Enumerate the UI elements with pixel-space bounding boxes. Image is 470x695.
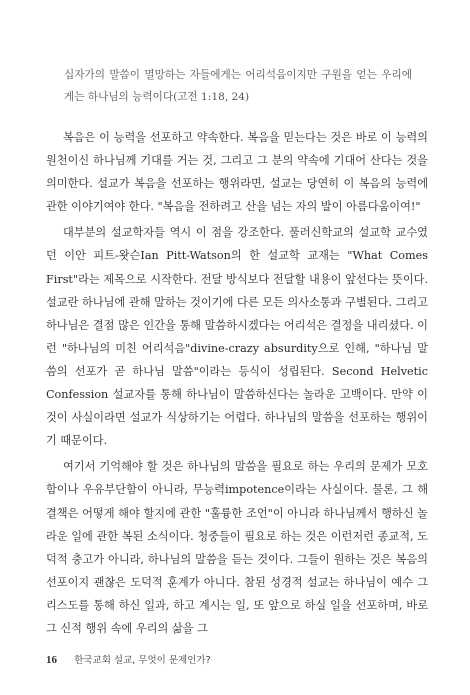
page-number: 16: [46, 654, 57, 666]
paragraph-3: 여기서 기억해야 할 것은 하나님의 말씀을 필요로 하는 우리의 문제가 모호함이나 우유부단함이 아니라, 무능력impotence이라는 사실이다. 물론, 그 해결책은 어떻게 해야 할지에 관한 "훌륭한 조언"이 아니라 하나님께서 행하신 놀라운 일에 관한 복된 소식이다. 청중들이 필요로 하는 것은 이런저런 종교적, 도덕적 충고가 아니라, 하나님의 말씀을 듣는 것이다. 그들이 원하는 것은 복음의 선포이지 괜찮은 도덕적 훈계가 아니다. 참된 성경적 설교는 하나님이 예수 그리스도를 통해 하신 일과, 하고 계시는 일, 또 앞으로 하실 일을 선포하며, 바로 그 신적 행위 속에 우리의 삶을 그: [46, 460, 428, 635]
paragraph-1: 복음은 이 능력을 선포하고 약속한다. 복음을 믿는다는 것은 바로 이 능력의 원천이신 하나님께 기대를 거는 것, 그리고 그 분의 약속에 기대어 산다는 것을 의미한다. 설교가 복음을 선포하는 행위라면, 설교는 당연히 이 복음의 능력에 관한 이야기여야 한다. "복음을 전하려고 산을 넘는 자의 발이 아름다움이여!": [46, 131, 428, 214]
page-footer: [46, 652, 211, 666]
body-text: [46, 126, 428, 643]
epigraph-quote: 십자가의 말씀이 멸망하는 자들에게는 어리석음이지만 구원을 얻는 우리에게는 하나님의 능력이다(고전 1:18, 24): [64, 69, 412, 103]
running-title: 한국교회 설교, 무엇이 문제인가?: [74, 655, 211, 666]
paragraph-2: 대부분의 설교학자들 역시 이 점을 강조한다. 풀러신학교의 설교학 교수였던 이안 피트-왓슨Ian Pitt-Watson의 한 설교학 교재는 "What Comes First"라는 제목으로 시작한다. 전달 방식보다 전달할 내용이 앞선다는 뜻이다. 설교란 하나님에 관해 말하는 것이기에 다른 모든 의사소통과 구별된다. 그리고 하나님은 결점 많은 인간을 통해 말씀하시겠다는 어리석은 결정을 내리셨다. 이런 "하나님의 미친 어리석음"divine-crazy absurdity으로 인해, "하나님 말씀의 선포가 곧 하나님 말씀"이라는 등식이 성립된다. Second Helvetic Confession 설교자를 통해 하나님이 말씀하신다는 놀라운 고백이다. 만약 이것이 사실이라면 설교가 식상하기는 어렵다. 하나님의 말씀을 선포하는 행위이기 때문이다.: [46, 226, 428, 448]
